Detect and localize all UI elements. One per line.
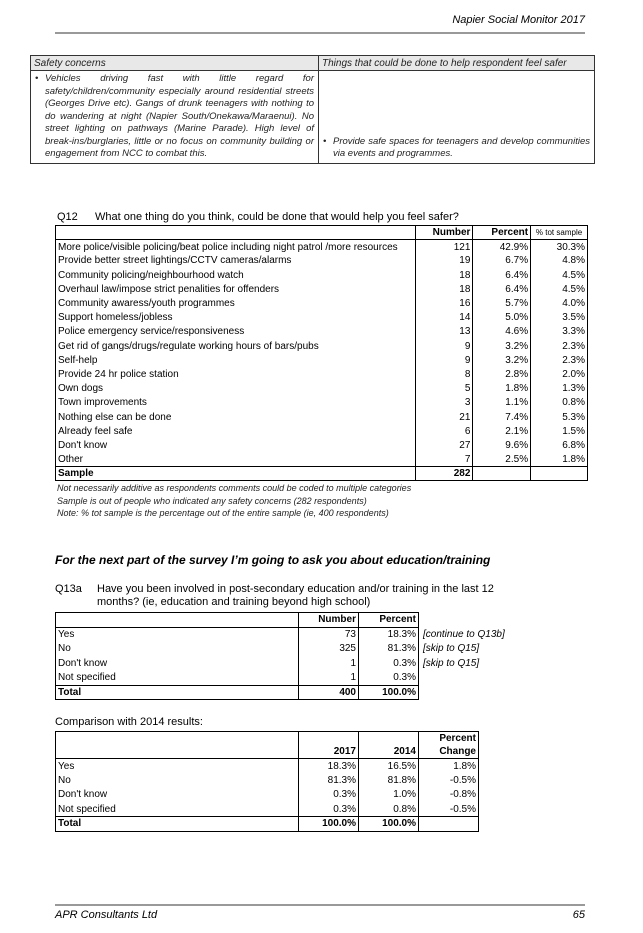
q12-row-percent: 1.1%	[473, 396, 531, 410]
comparison-row-2017: 0.3%	[299, 802, 359, 817]
bullet-icon: •	[323, 135, 327, 147]
q12-row-number: 13	[415, 325, 473, 339]
q12-row-label: Community policing/neighbourhood watch	[56, 268, 416, 282]
safety-concern-cell	[31, 71, 319, 164]
q13a-total-percent: 100.0%	[359, 685, 419, 700]
q12-row-percent: 5.7%	[473, 296, 531, 310]
q13a-row-label: Don't know	[56, 656, 299, 671]
q13a-row-label: Yes	[56, 627, 299, 642]
q12-row-number: 18	[415, 282, 473, 296]
q12-text: What one thing do you think, could be done that would help you feel safer?	[95, 211, 459, 223]
q12-row-number: 7	[415, 453, 473, 467]
q12-row-number: 3	[415, 396, 473, 410]
q12-row-number: 9	[415, 339, 473, 353]
q12-row-number: 5	[415, 382, 473, 396]
comparison-header-change	[419, 732, 479, 759]
q12-row-tot: 2.0%	[531, 367, 588, 381]
section-heading: For the next part of the survey I’m going to ask you about education/training	[55, 553, 491, 567]
q13a-row-number: 1	[299, 671, 359, 686]
table-row	[56, 268, 588, 282]
q12-row-number: 14	[415, 311, 473, 325]
q12-row-percent: 2.5%	[473, 453, 531, 467]
comparison-header-2014: 2014	[359, 732, 419, 759]
comparison-header-change-l1: Percent	[439, 733, 476, 744]
comparison-row-change: -0.8%	[419, 788, 479, 803]
comparison-header-2017: 2017	[299, 732, 359, 759]
table-row	[56, 627, 529, 642]
q12-row-tot: 0.8%	[531, 396, 588, 410]
q12-row-label: Provide 24 hr police station	[56, 367, 416, 381]
table-row	[56, 396, 588, 410]
q12-notes	[57, 482, 411, 520]
q12-sample-blank	[531, 467, 588, 481]
q12-sample-row	[56, 467, 588, 481]
q12-row-label: More police/visible policing/beat police including night patrol /more resources	[56, 240, 416, 254]
q12-row-percent: 42.9%	[473, 240, 531, 254]
q12-row-number: 27	[415, 438, 473, 452]
table-row	[56, 367, 588, 381]
header-divider	[55, 32, 585, 34]
q12-sample-label: Sample	[56, 467, 416, 481]
q13a-row-percent: 18.3%	[359, 627, 419, 642]
safety-concern-text: Vehicles driving fast with little regard for safety/children/community especially around residential streets (Georges Drive etc). Gangs of drunk teenagers with nothing to do wandering at night (Napier South/Onekawa/Maraenui). No street lighting on pathways (Marine Parade). High level of break-ins/burglaries, little or no focus on community building or engagement from NCC to combat this.	[45, 73, 314, 159]
q12-row-label: Own dogs	[56, 382, 416, 396]
q12-row-percent: 9.6%	[473, 438, 531, 452]
q13a-total-number: 400	[299, 685, 359, 700]
safety-suggestion-text: Provide safe spaces for teenagers and develop communities via events and programmes.	[333, 135, 590, 159]
comparison-row-label: Not specified	[56, 802, 299, 817]
table-row	[56, 240, 588, 254]
table-row	[56, 382, 588, 396]
q13a-total-blank	[419, 685, 529, 700]
table-row	[56, 773, 479, 788]
table-row	[56, 656, 529, 671]
q13a-row-label: Not specified	[56, 671, 299, 686]
q12-header-blank	[56, 226, 416, 240]
q12-row-tot: 2.3%	[531, 353, 588, 367]
q12-number: Q12	[57, 211, 78, 223]
q13a-row-note	[419, 671, 529, 686]
table-row	[56, 353, 588, 367]
q13a-row-percent: 0.3%	[359, 656, 419, 671]
q12-row-label: Support homeless/jobless	[56, 311, 416, 325]
comparison-row-label: Don't know	[56, 788, 299, 803]
q12-row-percent: 3.2%	[473, 339, 531, 353]
q12-header-percent: Percent	[473, 226, 531, 240]
q13a-text-line1: Have you been involved in post-secondary education and/or training in the last 12	[97, 583, 494, 595]
comparison-row-2017: 18.3%	[299, 759, 359, 774]
comparison-row-2014: 1.0%	[359, 788, 419, 803]
comparison-row-label: Yes	[56, 759, 299, 774]
q12-row-label: Provide better street lightings/CCTV cameras/alarms	[56, 254, 416, 268]
table-row	[56, 311, 588, 325]
comparison-row-label: No	[56, 773, 299, 788]
q12-row-label: Community awaress/youth programmes	[56, 296, 416, 310]
q13a-question	[55, 583, 588, 609]
q12-row-label: Already feel safe	[56, 424, 416, 438]
q12-question	[57, 211, 459, 223]
q12-row-number: 16	[415, 296, 473, 310]
q12-row-percent: 6.4%	[473, 268, 531, 282]
comparison-row-change: 1.8%	[419, 759, 479, 774]
q12-row-percent: 6.4%	[473, 282, 531, 296]
q12-note: Not necessarily additive as respondents comments could be coded to multiple categories	[57, 483, 412, 493]
comparison-row-2017: 81.3%	[299, 773, 359, 788]
table-row	[56, 453, 588, 467]
q12-row-number: 9	[415, 353, 473, 367]
q12-row-percent: 4.6%	[473, 325, 531, 339]
q13a-header-blank	[56, 613, 299, 628]
table-row	[56, 325, 588, 339]
q12-header-number: Number	[415, 226, 473, 240]
comparison-total-blank	[419, 817, 479, 832]
table-row	[56, 296, 588, 310]
q12-results-table	[55, 225, 588, 481]
safety-suggestion-cell	[319, 71, 595, 164]
q12-row-tot: 1.8%	[531, 453, 588, 467]
q12-row-number: 21	[415, 410, 473, 424]
document-header-title: Napier Social Monitor 2017	[452, 14, 585, 26]
q13a-header-percent: Percent	[359, 613, 419, 628]
q12-row-tot: 1.3%	[531, 382, 588, 396]
q13a-row-label: No	[56, 642, 299, 657]
q13a-row-percent: 0.3%	[359, 671, 419, 686]
q12-row-label: Self-help	[56, 353, 416, 367]
table-row	[56, 339, 588, 353]
table-row	[56, 642, 529, 657]
q12-sample-blank	[473, 467, 531, 481]
table-row	[56, 802, 479, 817]
q12-row-number: 8	[415, 367, 473, 381]
comparison-title: Comparison with 2014 results:	[55, 716, 203, 728]
q12-row-label: Overhaul law/impose strict penalities for offenders	[56, 282, 416, 296]
q13a-row-number: 325	[299, 642, 359, 657]
q12-row-tot: 4.5%	[531, 268, 588, 282]
q12-row-label: Get rid of gangs/drugs/regulate working hours of bars/pubs	[56, 339, 416, 353]
table-row	[56, 788, 479, 803]
comparison-table	[55, 731, 479, 832]
comparison-header-blank	[56, 732, 299, 759]
help-feel-safer-header: Things that could be done to help respondent feel safer	[319, 56, 595, 71]
table-row	[56, 671, 529, 686]
q12-row-label: Nothing else can be done	[56, 410, 416, 424]
footer-divider	[55, 904, 585, 906]
q12-row-label: Police emergency service/responsiveness	[56, 325, 416, 339]
q12-row-percent: 1.8%	[473, 382, 531, 396]
q12-sample-number: 282	[415, 467, 473, 481]
q13a-header-number: Number	[299, 613, 359, 628]
q12-note: Sample is out of people who indicated any safety concerns (282 respondents)	[57, 495, 367, 506]
q12-header-tot: % tot sample	[531, 226, 588, 240]
q12-row-tot: 2.3%	[531, 339, 588, 353]
q12-row-number: 121	[415, 240, 473, 254]
q12-row-tot: 5.3%	[531, 410, 588, 424]
table-row	[56, 424, 588, 438]
q12-row-percent: 3.2%	[473, 353, 531, 367]
comparison-total-row	[56, 817, 479, 832]
q13a-row-note: [skip to Q15]	[423, 643, 480, 655]
q13a-row-number: 73	[299, 627, 359, 642]
safety-concerns-header: Safety concerns	[31, 56, 319, 71]
table-row	[56, 438, 588, 452]
q13a-row-note: [skip to Q15]	[423, 657, 480, 669]
footer-page-number: 65	[572, 909, 585, 921]
comparison-total-2017: 100.0%	[299, 817, 359, 832]
footer-company: APR Consultants Ltd	[55, 909, 158, 921]
q12-row-percent: 5.0%	[473, 311, 531, 325]
comparison-header-change-l2: Change	[439, 746, 476, 757]
comparison-row-2014: 0.8%	[359, 802, 419, 817]
q13a-row-number: 1	[299, 656, 359, 671]
safety-concerns-table	[30, 55, 595, 164]
comparison-total-label: Total	[56, 817, 299, 832]
comparison-row-2014: 81.8%	[359, 773, 419, 788]
q12-row-tot: 4.8%	[531, 254, 588, 268]
q12-row-tot: 30.3%	[531, 240, 588, 254]
q12-row-tot: 3.5%	[531, 311, 588, 325]
table-row	[56, 254, 588, 268]
q13a-row-note: [continue to Q13b]	[423, 628, 505, 640]
q12-row-label: Don't know	[56, 438, 416, 452]
q12-row-number: 18	[415, 268, 473, 282]
comparison-row-change: -0.5%	[419, 802, 479, 817]
table-row	[56, 410, 588, 424]
q13a-header-note	[419, 613, 529, 628]
q13a-results-table	[55, 612, 529, 700]
bullet-icon: •	[35, 73, 39, 84]
table-row	[56, 282, 588, 296]
q12-row-tot: 1.5%	[531, 424, 588, 438]
comparison-row-2017: 0.3%	[299, 788, 359, 803]
q12-note: Note: % tot sample is the percentage out of the entire sample (ie, 400 respondents)	[57, 508, 389, 518]
q12-row-tot: 6.8%	[531, 438, 588, 452]
table-row	[56, 759, 479, 774]
comparison-row-2014: 16.5%	[359, 759, 419, 774]
q13a-text-line2: months? (ie, education and training beyond high school)	[97, 596, 371, 608]
q12-row-percent: 2.8%	[473, 367, 531, 381]
q13a-total-row	[56, 685, 529, 700]
comparison-row-change: -0.5%	[419, 773, 479, 788]
q12-row-number: 19	[415, 254, 473, 268]
q12-row-number: 6	[415, 424, 473, 438]
q12-row-tot: 4.5%	[531, 282, 588, 296]
q12-row-tot: 3.3%	[531, 325, 588, 339]
q12-row-percent: 7.4%	[473, 410, 531, 424]
q13a-row-percent: 81.3%	[359, 642, 419, 657]
q13a-total-label: Total	[56, 685, 299, 700]
q12-row-percent: 6.7%	[473, 254, 531, 268]
q13a-number: Q13a	[55, 583, 82, 595]
q12-row-tot: 4.0%	[531, 296, 588, 310]
comparison-total-2014: 100.0%	[359, 817, 419, 832]
q12-row-label: Town improvements	[56, 396, 416, 410]
q12-row-label: Other	[56, 453, 416, 467]
q12-row-percent: 2.1%	[473, 424, 531, 438]
